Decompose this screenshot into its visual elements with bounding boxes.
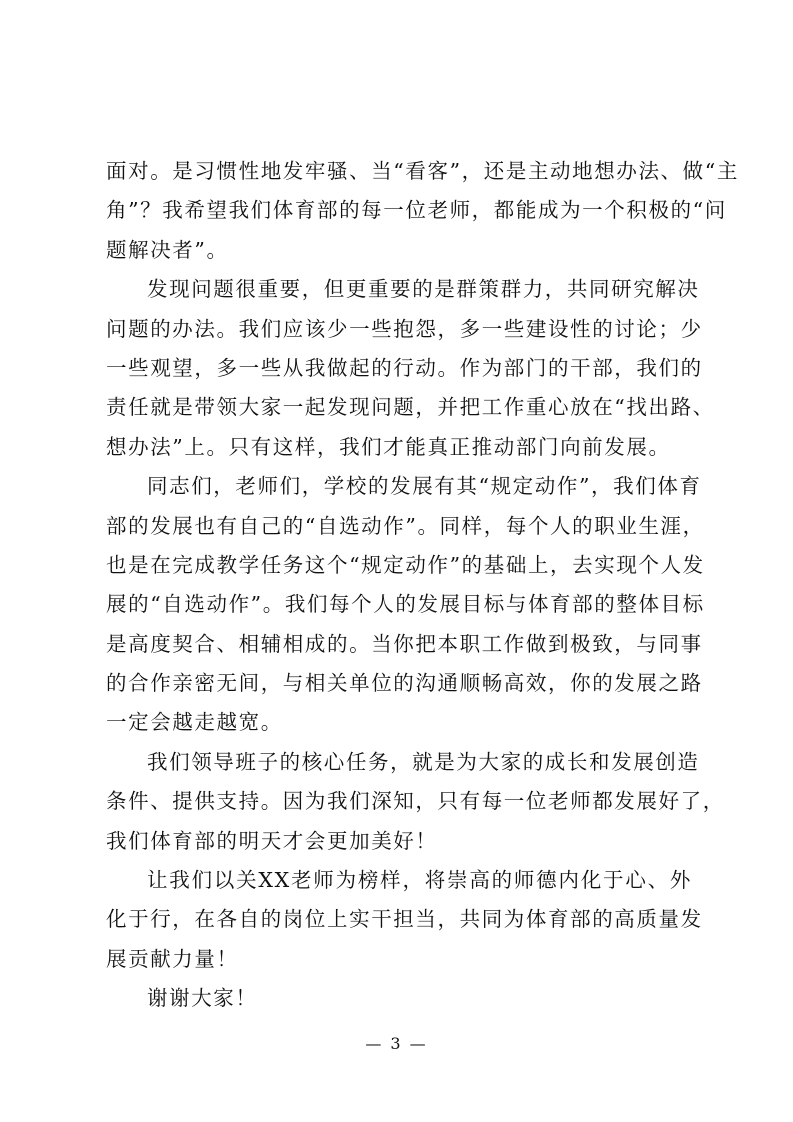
paragraph-1-line-3: 题解决者”。 xyxy=(106,237,229,262)
paragraph-5-line-1: 让我们以关XX老师为榜样，将崇高的师德内化于心、外 xyxy=(147,868,692,893)
paragraph-2-line-4: 责任就是带领大家一起发现问题，并把工作重心放在“找出路、 xyxy=(106,395,715,420)
paragraph-4-line-2: 条件、提供支持。因为我们深知，只有每一位老师都发展好了， xyxy=(106,789,725,814)
paragraph-3-line-6: 的合作亲密无间，与相关单位的沟通顺畅高效，你的发展之路 xyxy=(106,671,703,696)
paragraph-2-line-1: 发现问题很重要，但更重要的是群策群力，共同研究解决 xyxy=(147,277,700,302)
paragraph-1-line-1: 面对。是习惯性地发牢骚、当“看客”，还是主动地想办法、做“主 xyxy=(106,159,739,183)
paragraph-4-line-1: 我们领导班子的核心任务，就是为大家的成长和发展创造 xyxy=(147,749,700,774)
paragraph-3-line-4: 展的“自选动作”。我们每个人的发展目标与体育部的整体目标 xyxy=(106,592,705,617)
paragraph-3-line-1: 同志们，老师们，学校的发展有其“规定动作”，我们体育 xyxy=(147,474,702,499)
paragraph-2-line-3: 一些观望，多一些从我做起的行动。作为部门的干部，我们的 xyxy=(106,355,703,380)
paragraph-2-line-2: 问题的办法。我们应该少一些抱怨，多一些建设性的讨论；少 xyxy=(106,316,703,341)
paragraph-3-line-2: 部的发展也有自己的“自选动作”。同样，每个人的职业生涯， xyxy=(106,513,705,538)
paragraph-5-line-3: 展贡献力量！ xyxy=(106,946,239,971)
paragraph-3-line-7: 一定会越走越宽。 xyxy=(106,710,283,735)
paragraph-2-line-5: 想办法”上。只有这样，我们才能真正推动部门向前发展。 xyxy=(106,434,671,459)
paragraph-3-line-5: 是高度契合、相辅相成的。当你把本职工作做到极致，与同事 xyxy=(106,631,703,656)
closing-thanks: 谢谢大家！ xyxy=(147,986,258,1011)
paragraph-5-line-2: 化于行，在各自的岗位上实干担当，共同为体育部的高质量发 xyxy=(106,907,703,932)
paragraph-4-line-3: 我们体育部的明天才会更加美好！ xyxy=(106,828,438,853)
speech-body xyxy=(106,152,739,1019)
page-number: — 3 — xyxy=(365,1034,428,1053)
paragraph-3-line-3: 也是在完成教学任务这个“规定动作”的基础上，去实现个人发 xyxy=(106,552,705,577)
paragraph-1-line-2: 角”？我希望我们体育部的每一位老师，都能成为一个积极的“问 xyxy=(106,198,727,223)
